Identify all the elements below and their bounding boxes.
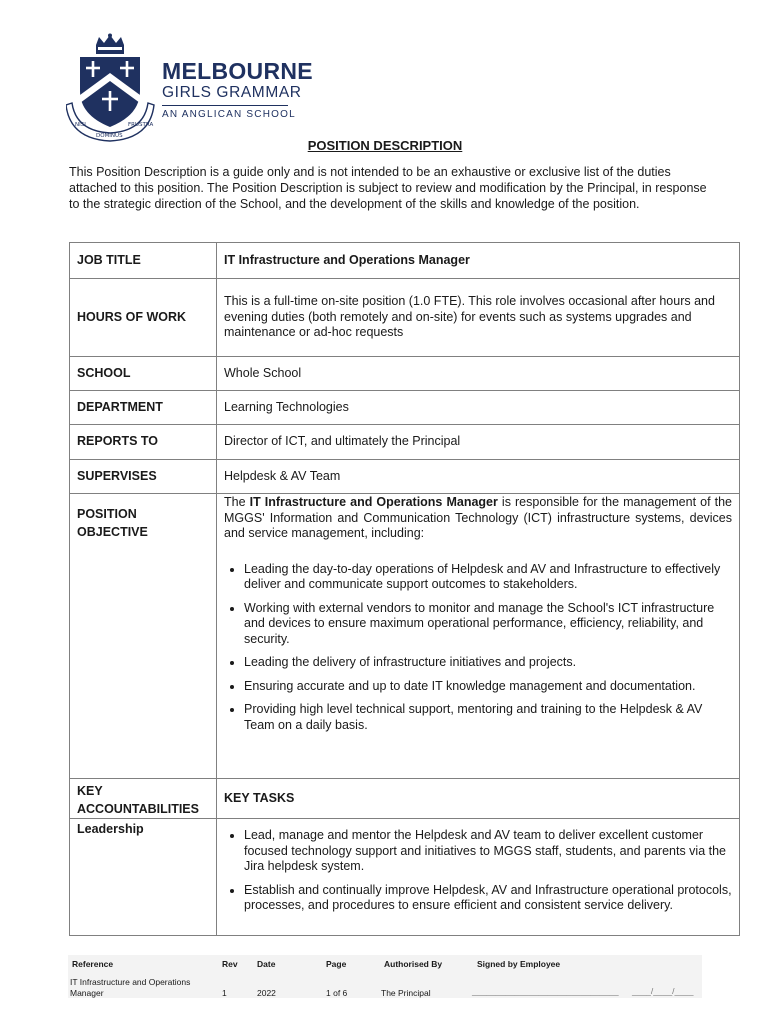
motto-mid: DOMINUS [96, 133, 123, 139]
supervises-value: Helpdesk & AV Team [217, 460, 740, 494]
job-title-value: IT Infrastructure and Operations Manager [217, 243, 740, 279]
department-label: DEPARTMENT [70, 391, 217, 425]
footer-date-value: 2022 [257, 988, 276, 998]
footer-rev-header: Rev [222, 959, 238, 969]
objective-label [70, 494, 217, 779]
logo-line-2: GIRLS GRAMMAR [162, 84, 302, 101]
row-department [70, 391, 740, 425]
list-item: • Ensuring accurate and up to date IT knowledge management and documentation. [244, 679, 732, 695]
row-leadership [70, 819, 740, 936]
list-item: • Establish and continually improve Helpdesk, AV and Infrastructure operational protocols, processes, and procedures to ensure efficient and consistent service delivery. [244, 883, 732, 914]
footer-signature-line: _______________________________ [472, 986, 619, 996]
objective-intro-bold: IT Infrastructure and Operations Manager [249, 495, 498, 509]
school-value: Whole School [217, 357, 740, 391]
row-supervises [70, 460, 740, 494]
row-hours [70, 279, 740, 357]
department-value: Learning Technologies [217, 391, 740, 425]
footer-reference-header: Reference [72, 959, 114, 969]
footer-page-header: Page [326, 959, 347, 969]
leadership-label: Leadership [70, 819, 217, 936]
document-footer [68, 955, 702, 998]
key-tasks-header: KEY TASKS [217, 779, 740, 819]
leadership-value [217, 819, 740, 936]
motto-left: NISI [75, 122, 86, 128]
reports-to-label: REPORTS TO [70, 425, 217, 460]
footer-authorised-value: The Principal [381, 988, 431, 998]
document-title: POSITION DESCRIPTION [307, 138, 463, 153]
objective-intro [224, 495, 732, 542]
list-item: • Lead, manage and mentor the Helpdesk and AV team to deliver excellent customer focused technology support and initiatives to MGGS staff, students, and parents via the Jira helpdesk system. [244, 828, 732, 875]
footer-rev-value: 1 [222, 988, 227, 998]
school-label: SCHOOL [70, 357, 217, 391]
logo-line-3: AN ANGLICAN SCHOOL [162, 109, 296, 120]
objective-label-line-1: POSITION [77, 507, 137, 521]
row-job-title [70, 243, 740, 279]
objective-bullet-list [224, 562, 732, 734]
logo-wordmark [162, 59, 313, 121]
motto-right: FRUSTRA [128, 122, 154, 128]
logo-divider [162, 105, 288, 106]
footer-signed-header: Signed by Employee [477, 959, 561, 969]
footer-page-value: 1 of 6 [326, 988, 348, 998]
hours-label: HOURS OF WORK [70, 279, 217, 357]
leadership-bullet-list [224, 828, 732, 914]
key-label-line-2: ACCOUNTABILITIES [77, 802, 199, 816]
footer-reference-line-2: Manager [70, 988, 104, 998]
row-objective [70, 494, 740, 779]
school-logo [66, 33, 313, 143]
row-key-accountabilities [70, 779, 740, 819]
objective-intro-pre: The [224, 495, 250, 509]
row-school [70, 357, 740, 391]
job-title-label: JOB TITLE [70, 243, 217, 279]
reports-to-value: Director of ICT, and ultimately the Principal [217, 425, 740, 460]
list-item: • Leading the day-to-day operations of Helpdesk and AV and Infrastructure to effectively deliver and communicate support outcomes to stakeholders. [244, 562, 732, 593]
hours-value: This is a full-time on-site position (1.0 FTE). This role involves occasional after hours and evening duties (both remotely and on-site) for events such as systems upgrades and maintenance or ad-hoc requests [217, 279, 740, 357]
list-item: • Working with external vendors to monitor and manage the School's ICT infrastructure and devices to ensure maximum operational performance, efficiency, reliability, and security. [244, 601, 732, 648]
footer-date-line: ____/____/____ [632, 986, 694, 996]
footer-date-header: Date [257, 959, 276, 969]
position-table [69, 242, 740, 936]
footer-reference-line-1: IT Infrastructure and Operations [70, 977, 191, 987]
objective-value [217, 494, 740, 779]
list-item: • Providing high level technical support, mentoring and training to the Helpdesk & AV Team on a daily basis. [244, 702, 732, 733]
list-item: • Leading the delivery of infrastructure initiatives and projects. [244, 655, 732, 671]
school-crest-icon [66, 33, 162, 143]
logo-line-1: MELBOURNE [162, 58, 313, 84]
intro-paragraph: This Position Description is a guide only and is not intended to be an exhaustive or exclusive list of the duties attached to this position. The Position Description is subject to review and modification by the Principal, in response to the strategic direction of the School, and the development of the skills and knowledge of the position. [69, 165, 707, 211]
objective-label-line-2: OBJECTIVE [77, 525, 148, 539]
objective-intro-post: is responsible for the management of the MGGS' Information and Communication Technology (ICT) infrastructure systems, devices and service management, including: [224, 495, 732, 540]
supervises-label: SUPERVISES [70, 460, 217, 494]
key-accountabilities-label [70, 779, 217, 819]
key-label-line-1: KEY [77, 784, 103, 798]
row-reports-to [70, 425, 740, 460]
footer-authorised-header: Authorised By [384, 959, 443, 969]
